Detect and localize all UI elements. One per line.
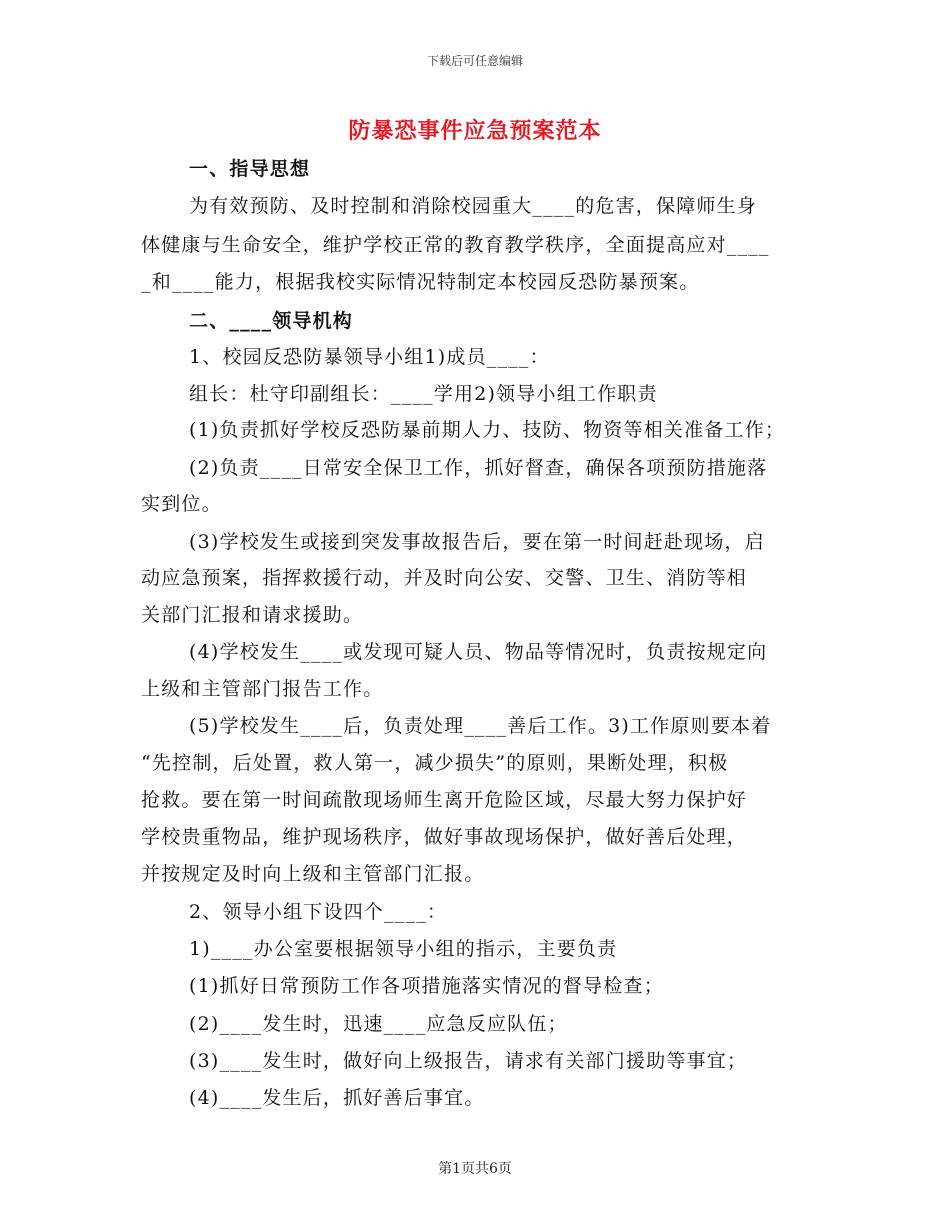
body-text-line: (3)____发生时，做好向上级报告，请求有关部门援助等事宜； [189,1050,748,1072]
body-text-line: 动应急预案，指挥救援行动，并及时向公安、交警、卫生、消防等相 [141,567,748,589]
body-text-line: 关部门汇报和请求援助。 [141,604,364,626]
section-heading: 二、____领导机构 [189,310,354,332]
body-text-line: (4)学校发生____或发现可疑人员、物品等情况时，负责按规定向 [189,641,768,663]
body-text-line: 组长：杜守印副组长：____学用2)领导小组工作职责 [189,383,658,405]
body-text-line: 为有效预防、及时控制和消除校园重大____的危害，保障师生身 [189,195,758,217]
body-text-line: (3)学校发生或接到突发事故报告后，要在第一时间赶赴现场，启 [189,531,765,553]
body-text-line: (5)学校发生____后，负责处理____善后工作。3)工作原则要本着 [189,715,772,737]
document-title: 防暴恐事件应急预案范本 [348,118,602,144]
body-text-line: 抢救。要在第一时间疏散现场师生离开危险区域，尽最大努力保护好 [141,789,748,811]
body-text-line: (2)____发生时，迅速____应急反应队伍； [189,1013,568,1035]
body-text-line: 上级和主管部门报告工作。 [141,678,384,700]
page-footer: 第1页共6页 [438,1161,512,1177]
body-text-line: 并按规定及时向上级和主管部门汇报。 [141,863,485,885]
body-text-line: “先控制，后处置，救人第一，减少损失”的原则，果断处理，积极 [141,752,729,774]
body-text-line: _和____能力，根据我校实际情况特制定本校园反恐防暴预案。 [141,271,700,293]
body-text-line: (1)负责抓好学校反恐防暴前期人力、技防、物资等相关准备工作； [189,419,786,441]
body-text-line: 体健康与生命安全，维护学校正常的教育教学秩序，全面提高应对____ [141,234,770,256]
section-heading: 一、指导思想 [189,158,311,180]
body-text-line: 1)____办公室要根据领导小组的指示，主要负责 [189,938,618,960]
body-text-line: 1、校园反恐防暴领导小组1)成员____： [189,346,550,368]
body-text-line: 实到位。 [141,493,222,515]
body-text-line: 2、领导小组下设四个____： [189,901,448,923]
body-text-line: (1)抓好日常预防工作各项措施落实情况的督导检查； [189,975,664,997]
body-text-line: (4)____发生后，抓好善后事宜。 [189,1087,485,1109]
body-text-line: 学校贵重物品，维护现场秩序，做好事故现场保护，做好善后处理， [141,826,748,848]
page-header: 下载后可任意编辑 [426,54,523,68]
body-text-line: (2)负责____日常安全保卫工作，抓好督查，确保各项预防措施落 [189,457,768,479]
